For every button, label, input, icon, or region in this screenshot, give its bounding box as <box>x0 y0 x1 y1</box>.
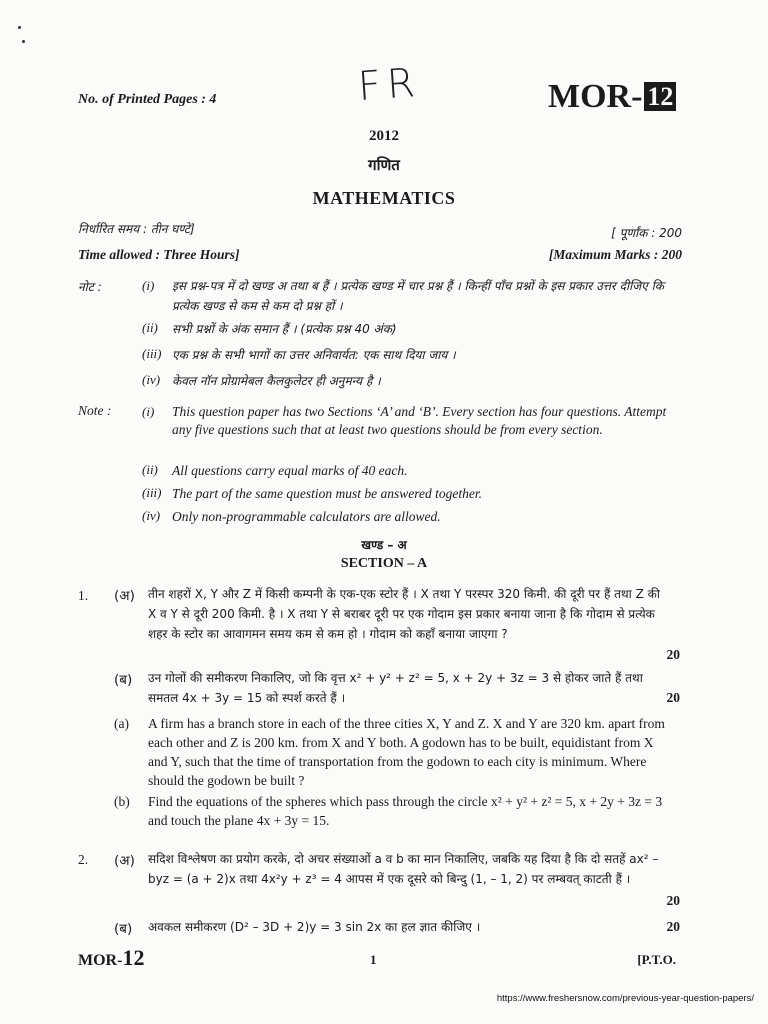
note-num: (ii) <box>142 462 158 477</box>
note-english-item: The part of the same question must be answered together. <box>172 486 482 501</box>
question-part-label: (ब) <box>114 921 133 937</box>
time-allowed-hindi: निर्धारित समय : तीन घण्टे] <box>78 222 195 236</box>
note-label-hindi: नोट : <box>78 280 102 294</box>
question-part-label: (अ) <box>114 588 135 604</box>
question-number: 1. <box>78 588 89 603</box>
exam-year: 2012 <box>369 128 399 144</box>
note-hindi-item: इस प्रश्न-पत्र में दो खण्ड अ तथा ब हैं । प्रत्येक खण्ड में चार प्रश्न हैं । किन्हीं पाँच प्रश्नों के इस प्रकार उत्तर दीजिए कि प्रत्येक खण्ड से कम से कम दो प्रश्न हों । <box>172 279 664 313</box>
question-part-label: (a) <box>114 716 129 731</box>
section-heading: SECTION – A <box>340 556 428 571</box>
handwritten-mark: FR <box>356 59 423 111</box>
scan-speck <box>22 40 25 43</box>
subject-title: MATHEMATICS <box>312 188 456 208</box>
note-english-item: This question paper has two Sections ‘A’ and ‘B’. Every section has four questions. Attempt any five questions such that at least two questions should be from every section. <box>172 404 667 437</box>
question-2b-hindi: अवकल समीकरण (D² – 3D + 2)y = 3 sin 2x का हल ज्ञात कीजिए । <box>148 920 481 934</box>
note-num: (ii) <box>142 320 158 335</box>
note-num: (i) <box>142 278 155 293</box>
note-num: (i) <box>142 404 155 419</box>
section-heading-hindi: खण्ड – अ <box>361 538 407 552</box>
question-1a: A firm has a branch store in each of the three cities X, Y and Z. X and Y are 320 km. apart from each other and Z is 200 km. from X and Y both. A godown has to be built, equidistant from X and Y, such that the time of transportation from the godown to each city is minimum. Where should the godown be built ? <box>148 716 665 788</box>
footer-paper-code <box>78 945 144 971</box>
note-english-item: All questions carry equal marks of 40 each. <box>172 463 408 478</box>
question-part-label: (b) <box>114 794 130 809</box>
note-hindi-item: केवल नॉन प्रोग्रामेबल कैलकुलेटर ही अनुमन्य है । <box>172 374 381 388</box>
question-marks: 20 <box>666 647 680 662</box>
question-2a-hindi: सदिश विश्लेषण का प्रयोग करके, दो अचर संख्याओं a व b का मान निकालिए, जबकि यह दिया है कि दो सतहें ax² – byz = (a + 2)x तथा 4x²y + z³ = 4 आपस में एक दूसरे को बिन्दु (1, – 1, 2) पर लम्बवत् काटती हैं । <box>148 852 659 886</box>
source-url-link[interactable]: https://www.freshersnow.com/previous-year-question-papers/ <box>496 993 754 1004</box>
max-marks: [Maximum Marks : 200 <box>548 247 682 262</box>
note-hindi-item: सभी प्रश्नों के अंक समान हैं । (प्रत्येक प्रश्न 40 अंक) <box>172 322 397 336</box>
note-num: (iv) <box>142 508 161 523</box>
question-number: 2. <box>78 852 89 867</box>
note-english-item: Only non-programmable calculators are allowed. <box>172 509 441 524</box>
footer-code-number: 12 <box>122 945 145 970</box>
printed-pages-count: No. of Printed Pages : 4 <box>78 92 217 107</box>
footer-code-prefix: MOR- <box>78 952 123 969</box>
scan-speck <box>18 26 21 29</box>
time-allowed: Time allowed : Three Hours] <box>78 247 240 262</box>
note-hindi-item: एक प्रश्न के सभी भागों का उत्तर अनिवार्यत: एक साथ दिया जाय । <box>172 348 456 362</box>
note-num: (iii) <box>142 485 162 500</box>
paper-code <box>548 78 676 116</box>
question-1b-hindi: उन गोलों की समीकरण निकालिए, जो कि वृत्त x² + y² + z² = 5, x + 2y + 3z = 3 से होकर जाते हैं तथा समतल 4x + 3y = 15 को स्पर्श करते हैं । <box>148 671 643 705</box>
max-marks-hindi: [ पूर्णांक : 200 <box>611 226 682 240</box>
question-part-label: (अ) <box>114 853 135 869</box>
question-marks: 20 <box>666 919 680 934</box>
please-turn-over: [P.T.O. <box>637 952 676 967</box>
note-num: (iii) <box>142 346 162 361</box>
paper-code-number: 12 <box>644 82 676 111</box>
question-1a-hindi: तीन शहरों X, Y और Z में किसी कम्पनी के एक-एक स्टोर हैं । X तथा Y परस्पर 320 किमी. की दूरी पर हैं तथा Z की X व Y से दूरी 200 किमी. है । X तथा Y से बराबर दूरी पर एक गोदाम इस प्रकार बनाया जाना है कि गोदाम से प्रत्येक शहर के स्टोर का आवागमन समय कम से कम हो । गोदाम को कहाँ बनाया जाएगा ? <box>148 587 660 641</box>
subject-hindi: गणित <box>368 156 400 174</box>
note-label: Note : <box>78 403 112 418</box>
question-part-label: (ब) <box>114 672 133 688</box>
question-marks: 20 <box>666 690 680 705</box>
paper-code-prefix: MOR- <box>548 78 643 115</box>
page-number: 1 <box>370 952 377 967</box>
question-1b: Find the equations of the spheres which pass through the circle x² + y² + z² = 5, x + 2y + 3z = 3 and touch the plane 4x + 3y = 15. <box>148 794 663 828</box>
note-num: (iv) <box>142 372 161 387</box>
question-marks: 20 <box>666 893 680 908</box>
